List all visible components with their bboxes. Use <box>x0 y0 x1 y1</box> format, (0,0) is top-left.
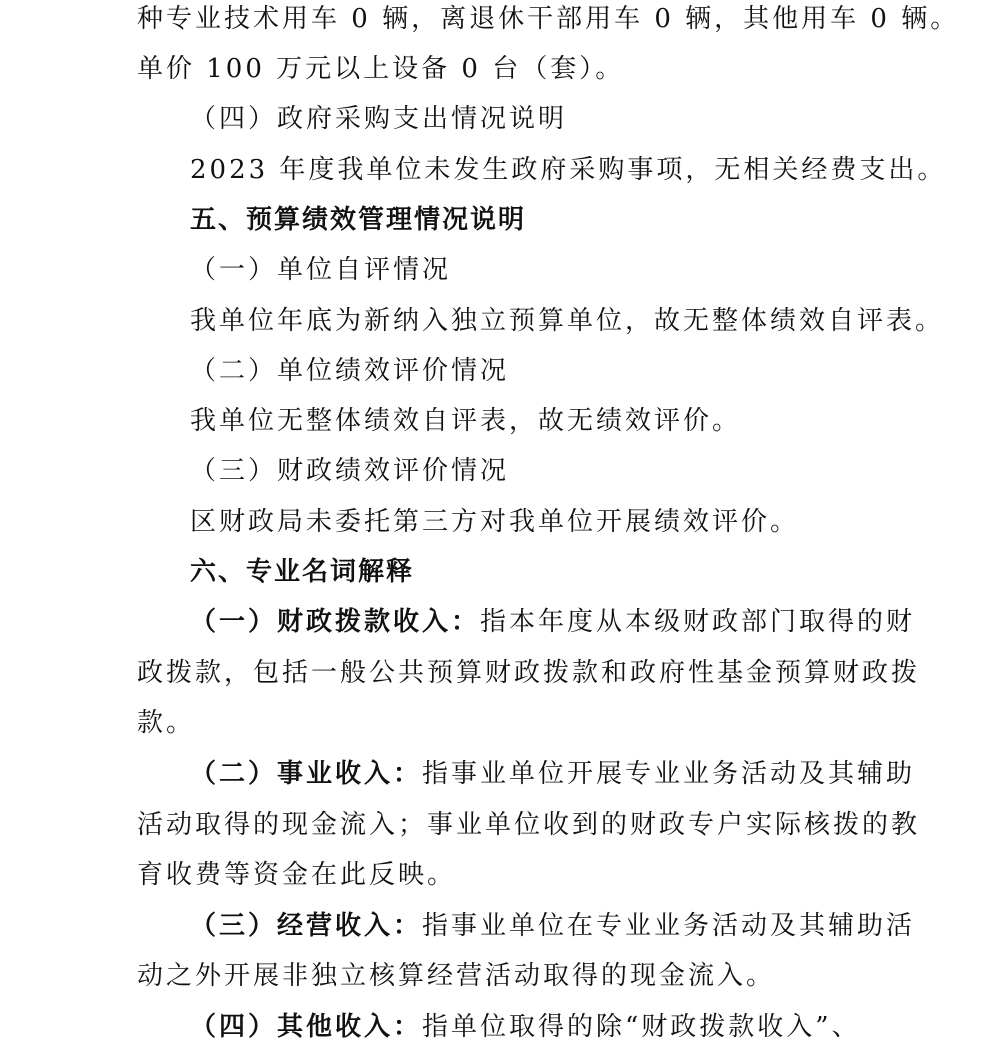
paragraph-fiscal-evaluation: 区财政局未委托第三方对我单位开展绩效评价。 <box>190 507 800 537</box>
glossary-term: （二）事业收入： <box>190 759 423 789</box>
glossary-definition: 指事业单位在专业业务活动及其辅助活 <box>422 911 916 941</box>
glossary-term: （三）经营收入： <box>190 911 423 941</box>
subheading-self-evaluation: （一）单位自评情况 <box>190 255 452 285</box>
heading-performance-management: 五、预算绩效管理情况说明 <box>190 205 527 235</box>
glossary-definition-line: 政拨款，包括一般公共预算财政拨款和政府性基金预算财政拨 <box>137 658 921 688</box>
paragraph-procurement: 2023 年度我单位未发生政府采购事项，无相关经费支出。 <box>190 155 947 185</box>
glossary-definition-line: 款。 <box>137 708 196 738</box>
glossary-definition-line: 动之外开展非独立核算经营活动取得的现金流入。 <box>137 961 776 991</box>
heading-glossary: 六、专业名词解释 <box>190 557 415 587</box>
glossary-entry-other-income <box>190 1010 861 1044</box>
glossary-definition: 指事业单位开展专业业务活动及其辅助 <box>422 759 916 789</box>
glossary-definition: 指单位取得的除“财政拨款收入”、 <box>422 1012 861 1042</box>
glossary-term: （四）其他收入： <box>190 1012 423 1042</box>
subheading-unit-evaluation: （二）单位绩效评价情况 <box>190 356 510 386</box>
subheading-fiscal-evaluation: （三）财政绩效评价情况 <box>190 456 510 486</box>
glossary-entry-operating-income <box>190 909 915 943</box>
glossary-term: （一）财政拨款收入： <box>190 607 481 637</box>
paragraph-self-evaluation: 我单位年底为新纳入独立预算单位，故无整体绩效自评表。 <box>190 306 945 336</box>
glossary-definition-line: 活动取得的现金流入；事业单位收到的财政专户实际核拨的教 <box>137 810 921 840</box>
glossary-definition: 指本年度从本级财政部门取得的财 <box>480 607 916 637</box>
glossary-entry-business-income <box>190 757 915 791</box>
glossary-definition-line: 育收费等资金在此反映。 <box>137 860 457 890</box>
paragraph-equipment-line: 单价 100 万元以上设备 0 台（套）。 <box>137 54 625 84</box>
subheading-procurement: （四）政府采购支出情况说明 <box>190 104 568 134</box>
paragraph-vehicles-line: 种专业技术用车 0 辆，离退休干部用车 0 辆，其他用车 0 辆。 <box>137 4 960 34</box>
glossary-entry-fiscal-appropriation <box>190 605 915 639</box>
paragraph-unit-evaluation: 我单位无整体绩效自评表，故无绩效评价。 <box>190 406 742 436</box>
